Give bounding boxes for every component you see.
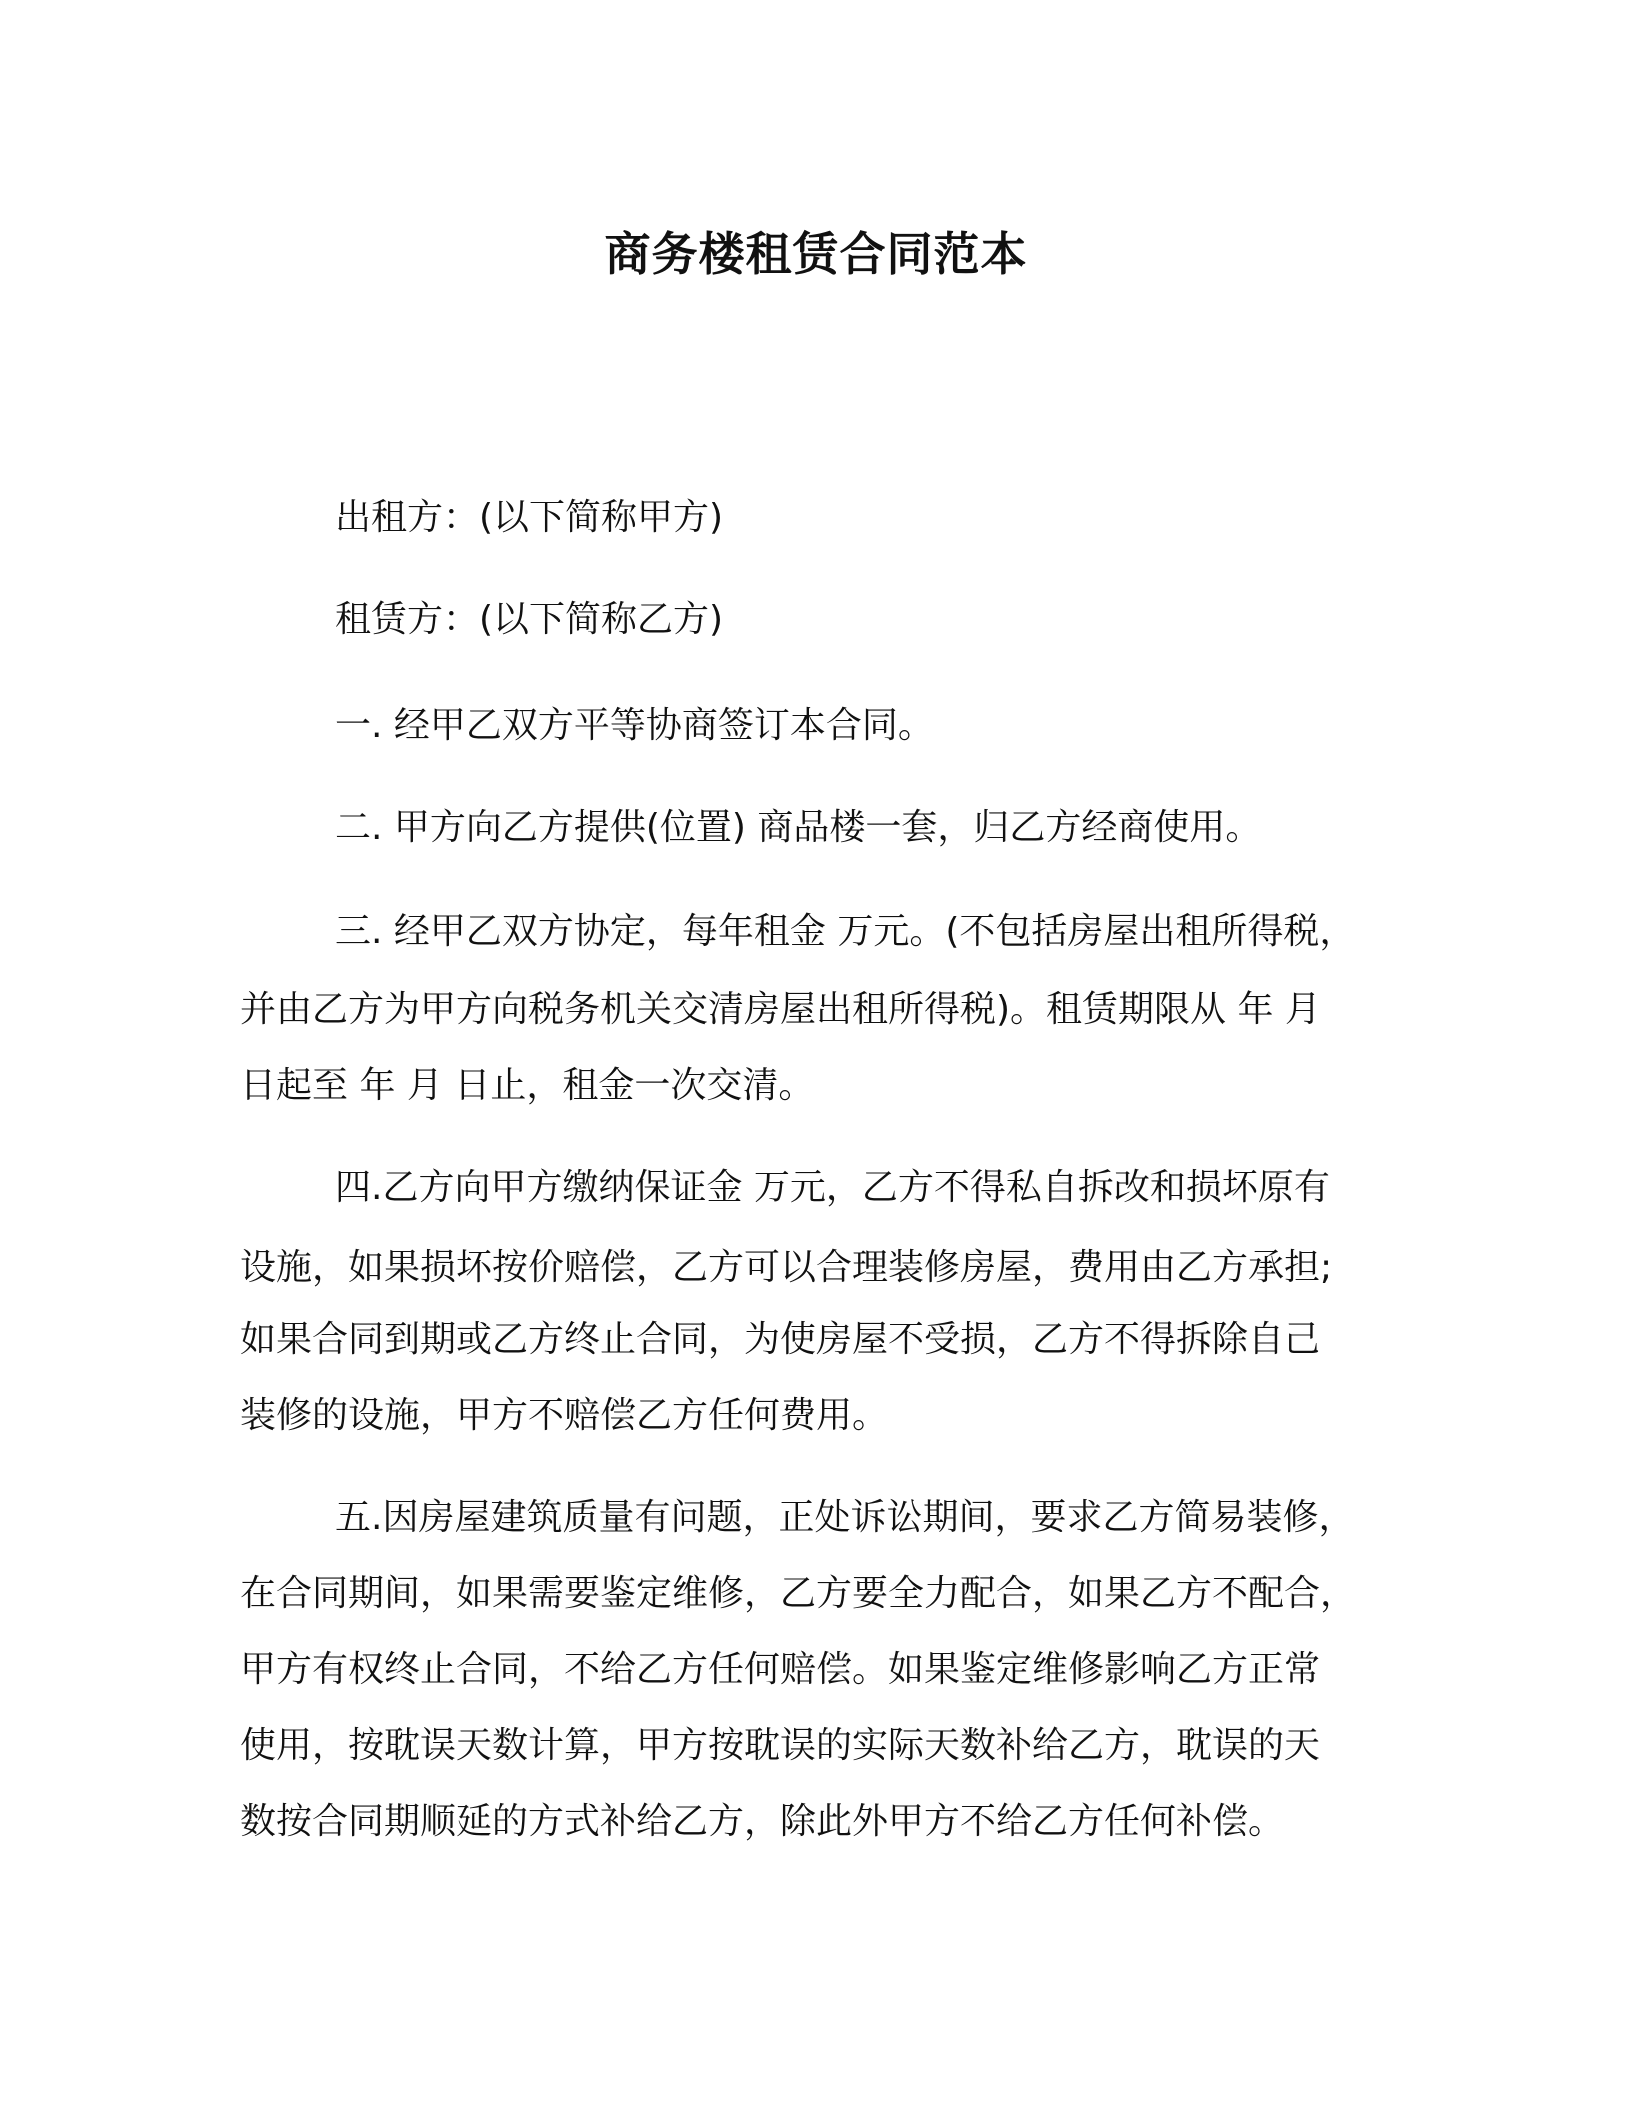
document-title: 商务楼租赁合同范本 [604,227,1028,281]
clause-3-line-1: 三. 经甲乙双方协定，每年租金 万元。(不包括房屋出租所得税， [335,911,1356,952]
clause-5-line-5: 数按合同期顺延的方式补给乙方，除此外甲方不给乙方任何补偿。 [240,1801,1285,1842]
clause-5-line-2: 在合同期间，如果需要鉴定维修，乙方要全力配合，如果乙方不配合， [240,1573,1357,1614]
party-lessor: 出租方：(以下简称甲方) [335,497,724,538]
clause-4-line-2: 设施，如果损坏按价赔偿，乙方可以合理装修房屋，费用由乙方承担; [240,1247,1333,1288]
clause-4-line-4: 装修的设施，甲方不赔偿乙方任何费用。 [240,1395,889,1436]
clause-5-line-4: 使用，按耽误天数计算，甲方按耽误的实际天数补给乙方，耽误的天 [240,1725,1321,1766]
clause-5-line-3: 甲方有权终止合同，不给乙方任何赔偿。如果鉴定维修影响乙方正常 [240,1649,1321,1690]
clause-4-line-1: 四.乙方向甲方缴纳保证金 万元，乙方不得私自拆改和损坏原有 [335,1167,1330,1208]
clause-2: 二. 甲方向乙方提供(位置) 商品楼一套，归乙方经商使用。 [335,807,1262,848]
party-lessee: 租赁方：(以下简称乙方) [335,599,724,640]
clause-3-line-2: 并由乙方为甲方向税务机关交清房屋出租所得税)。租赁期限从 年 月 [240,989,1321,1030]
clause-1: 一. 经甲乙双方平等协商签订本合同。 [335,705,934,746]
clause-4-line-3: 如果合同到期或乙方终止合同，为使房屋不受损，乙方不得拆除自己 [240,1319,1321,1360]
clause-3-line-3: 日起至 年 月 日止，租金一次交清。 [240,1065,815,1106]
clause-5-line-1: 五.因房屋建筑质量有问题，正处诉讼期间，要求乙方简易装修， [335,1497,1355,1538]
